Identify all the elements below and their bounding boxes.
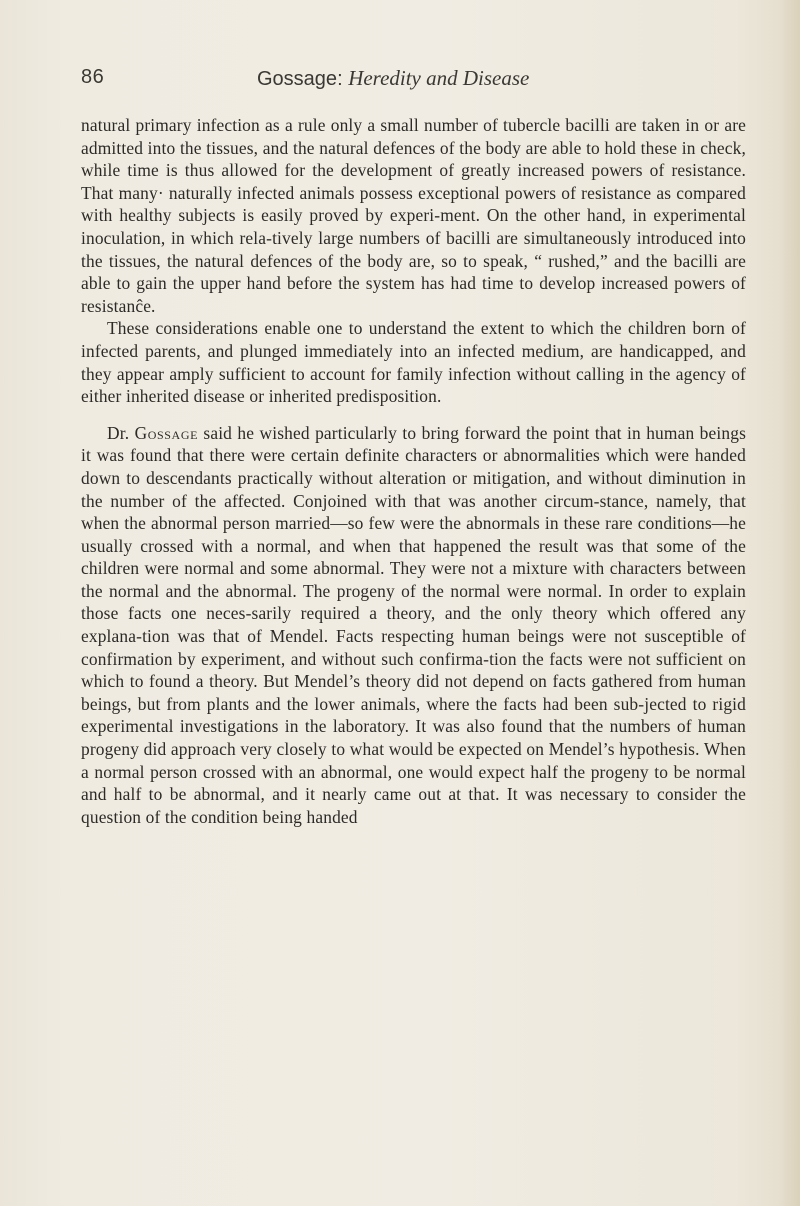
paragraph-continued (81, 114, 746, 317)
paragraph-text: natural primary infection as a rule only a small number of tubercle bacilli are taken in or are admitted into the tissues, and the natural defences of the body are able to hold these in check, while time is thus allowed for the development of greatly increased powers of resistance. That many· naturally infected animals possess exceptional powers of resistance as compared with healthy subjects is easily proved by experi-ment. On the other hand, in experimental inoculation, in which rela-tively large numbers of bacilli are simultaneously introduced into the tissues, the natural defences of the body are, so to speak, “ rushed,” and the bacilli are able to gain the upper hand before the system has had time to develop increased powers of resistanĉe. (81, 115, 746, 316)
paragraph-text: These considerations enable one to understand the extent to which the children born of infected parents, and plunged immediately into an infected medium, are handicapped, and they appear amply sufficient to account for family infection without calling in the agency of either inherited disease or inherited predisposition. (81, 318, 746, 407)
running-head (257, 66, 529, 91)
page-number: 86 (81, 66, 105, 88)
running-head-book-title: Heredity and Disease (348, 66, 530, 90)
page-header (81, 66, 741, 100)
running-head-separator: : (337, 68, 349, 90)
paragraph-discussion (81, 422, 746, 829)
page-edge-shadow (778, 0, 800, 1206)
paragraph-lead: Dr. (107, 422, 135, 443)
paragraph (81, 317, 746, 407)
paragraph-text: said he wished particularly to bring forward the point that in human beings it was found that there were certain definite characters or abnormalities which were handed down to descendants practically without alteration or mitigation, and without diminution in the number of the affected. Conjoined with that was another circum-stance, namely, that when the abnormal person married—so few were the abnormals in these rare conditions—he usually crossed with a normal, and when that happened the result was that some of the children were normal and some abnormal. They were not a mixture with characters between the normal and the abnormal. The progeny of the normal were normal. In order to explain those facts one neces-sarily required a theory, and the only theory which offered any explana-tion was that of Mendel. Facts respecting human beings were not susceptible of confirmation by experiment, and without such confirma-tion the facts were not sufficient on which to found a theory. But Mendel’s theory did not depend on facts gathered from human beings, but from plants and the lower animals, where the facts had been sub-jected to rigid experimental investigations in the laboratory. It was also found that the numbers of human progeny did approach very closely to what would be expected on Mendel’s hypothesis. When a normal person crossed with an abnormal, one would expect half the progeny to be normal and half to be abnormal, and it nearly came out at that. It was necessary to consider the question of the condition being handed (81, 422, 746, 827)
running-head-author: Gossage (257, 68, 338, 90)
speaker-name: Gossage (134, 422, 199, 443)
body-text (81, 114, 746, 828)
